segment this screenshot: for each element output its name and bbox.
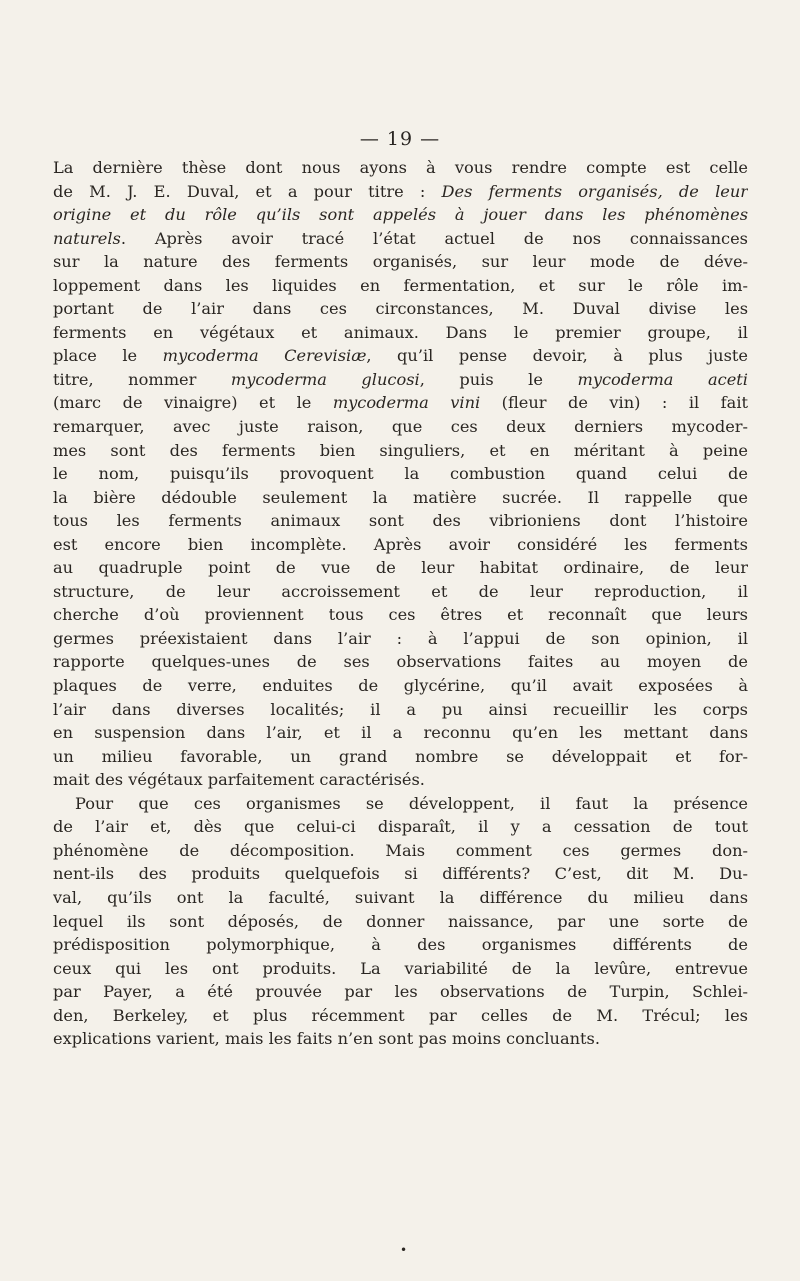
- text-line: [53, 321, 748, 345]
- text-segment: , qu’il pense devoir, à plus juste: [366, 346, 748, 366]
- text-line: [53, 462, 748, 486]
- text-line: [53, 533, 748, 557]
- text-line: [53, 509, 748, 533]
- text-segment: mait des végétaux parfaitement caractérisés.: [53, 770, 425, 790]
- italic-text: mycoderma glucosi: [230, 369, 420, 389]
- text-line: [53, 368, 748, 392]
- text-segment: (marc de vinaigre) et le: [53, 393, 333, 413]
- text-segment: remarquer, avec juste raison, que ces deux derniers mycoder-: [53, 417, 748, 437]
- text-segment: plaques de verre, enduites de glycérine, qu’il avait exposées à: [53, 676, 748, 696]
- text-segment: explications varient, mais les faits n’en sont pas moins concluants.: [53, 1029, 600, 1049]
- text-segment: cherche d’où proviennent tous ces êtres et reconnaît que leurs: [53, 605, 748, 625]
- text-segment: ceux qui les ont produits. La variabilité de la levûre, entrevue: [53, 958, 748, 978]
- text-line: [53, 203, 748, 227]
- text-line: [53, 933, 748, 957]
- italic-text: origine et du rôle qu’ils sont appelés à jouer dans les phénomènes: [53, 205, 748, 225]
- text-line: [53, 274, 748, 298]
- text-segment: de l’air et, dès que celui-ci disparaît, il y a cessation de tout: [53, 817, 748, 837]
- text-line: [53, 698, 748, 722]
- text-line: [53, 415, 748, 439]
- text-segment: de M. J. E. Duval, et a pour titre :: [53, 181, 442, 201]
- text-segment: est encore bien incomplète. Après avoir considéré les ferments: [53, 534, 748, 554]
- text-segment: val, qu’ils ont la faculté, suivant la différence du milieu dans: [53, 887, 748, 907]
- footer-mark: •: [400, 1243, 408, 1257]
- italic-text: mycoderma vini: [332, 393, 481, 413]
- text-line: [53, 627, 748, 651]
- text-line: [53, 580, 748, 604]
- text-line: [53, 650, 748, 674]
- text-line: [53, 344, 748, 368]
- text-segment: nent-ils des produits quelquefois si différents? C’est, dit M. Du-: [53, 864, 748, 884]
- text-line: [53, 1004, 748, 1028]
- text-line: [53, 1027, 748, 1051]
- text-line: [53, 792, 748, 816]
- text-line: [53, 156, 748, 180]
- text-segment: loppement dans les liquides en fermentation, et sur le rôle im-: [53, 275, 748, 295]
- text-segment: l’air dans diverses localités; il a pu ainsi recueillir les corps: [53, 699, 748, 719]
- text-segment: den, Berkeley, et plus récemment par celles de M. Trécul; les: [53, 1005, 748, 1025]
- text-segment: phénomène de décomposition. Mais comment ces germes don-: [53, 840, 748, 860]
- text-segment: sur la nature des ferments organisés, sur leur mode de déve-: [53, 252, 748, 272]
- italic-text: mycoderma Cerevisiæ: [162, 346, 367, 366]
- text-segment: portant de l’air dans ces circonstances, M. Duval divise les: [53, 299, 748, 319]
- text-segment: le nom, puisqu’ils provoquent la combustion quand celui de: [53, 464, 748, 484]
- text-line: [53, 227, 748, 251]
- text-line: [53, 957, 748, 981]
- text-segment: germes préexistaient dans l’air : à l’appui de son opinion, il: [53, 628, 748, 648]
- page-number: — 19 —: [359, 128, 441, 150]
- text-line: [53, 815, 748, 839]
- text-line: [53, 674, 748, 698]
- text-segment: Pour que ces organismes se développent, il faut la présence: [75, 793, 748, 813]
- text-line: [53, 839, 748, 863]
- text-line: [53, 768, 748, 792]
- text-line: [53, 886, 748, 910]
- text-segment: , puis le: [419, 369, 578, 389]
- text-segment: structure, de leur accroissement et de leur reproduction, il: [53, 581, 748, 601]
- text-line: [53, 486, 748, 510]
- text-segment: tous les ferments animaux sont des vibrioniens dont l’histoire: [53, 511, 748, 531]
- text-segment: au quadruple point de vue de leur habitat ordinaire, de leur: [53, 558, 748, 578]
- text-segment: prédisposition polymorphique, à des organismes différents de: [53, 935, 748, 955]
- text-segment: rapporte quelques-unes de ses observations faites au moyen de: [53, 652, 748, 672]
- text-line: [53, 603, 748, 627]
- text-line: [53, 180, 748, 204]
- text-segment: par Payer, a été prouvée par les observations de Turpin, Schlei-: [53, 982, 748, 1002]
- text-line: [53, 745, 748, 769]
- italic-text: mycoderma aceti: [577, 369, 748, 389]
- text-line: [53, 910, 748, 934]
- text-segment: la bière dédouble seulement la matière sucrée. Il rappelle que: [53, 487, 748, 507]
- italic-text: naturels: [53, 228, 121, 248]
- text-line: [53, 297, 748, 321]
- text-line: [53, 980, 748, 1004]
- body-text: [53, 156, 748, 1051]
- text-segment: titre, nommer: [53, 369, 231, 389]
- text-segment: (fleur de vin) : il fait: [480, 393, 748, 413]
- text-segment: ferments en végétaux et animaux. Dans le premier groupe, il: [53, 322, 748, 342]
- text-segment: place le: [53, 346, 163, 366]
- text-line: [53, 391, 748, 415]
- italic-text: Des ferments organisés, de leur: [441, 181, 748, 201]
- text-line: [53, 250, 748, 274]
- text-line: [53, 721, 748, 745]
- text-segment: La dernière thèse dont nous ayons à vous rendre compte est celle: [53, 158, 748, 177]
- text-line: [53, 439, 748, 463]
- text-segment: en suspension dans l’air, et il a reconnu qu’en les mettant dans: [53, 723, 748, 743]
- text-segment: . Après avoir tracé l’état actuel de nos connaissances: [120, 228, 748, 248]
- text-segment: mes sont des ferments bien singuliers, et en méritant à peine: [53, 440, 748, 460]
- text-line: [53, 556, 748, 580]
- text-segment: lequel ils sont déposés, de donner naissance, par une sorte de: [53, 911, 748, 931]
- text-segment: un milieu favorable, un grand nombre se développait et for-: [53, 746, 748, 766]
- text-line: [53, 862, 748, 886]
